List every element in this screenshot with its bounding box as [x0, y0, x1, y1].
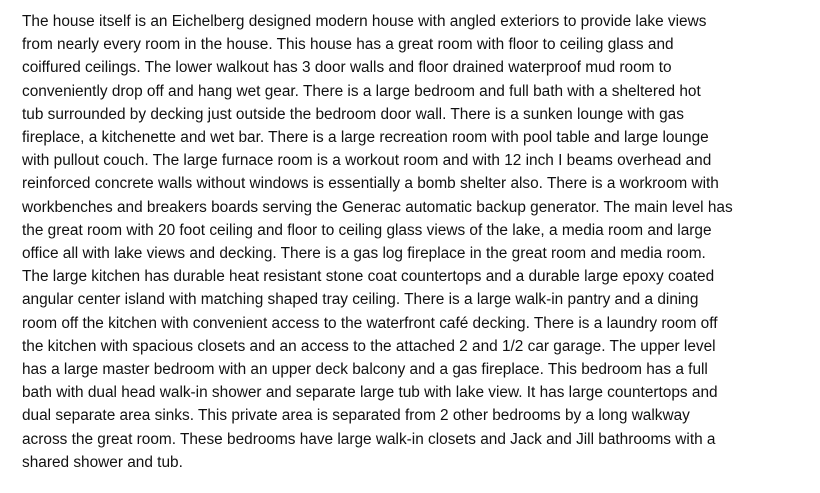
text-line: workbenches and breakers boards serving the Generac automatic backup generator. The main level has — [22, 198, 733, 216]
text-line: across the great room. These bedrooms have large walk-in closets and Jack and Jill bathrooms with a — [22, 430, 716, 448]
text-line: tub surrounded by decking just outside the bedroom door wall. There is a sunken lounge with gas — [22, 105, 684, 123]
text-line: The house itself is an Eichelberg designed modern house with angled exteriors to provide lake views — [22, 13, 707, 30]
text-line: the kitchen with spacious closets and an access to the attached 2 and 1/2 car garage. The upper level — [22, 337, 716, 355]
text-line: conveniently drop off and hang wet gear. There is a large bedroom and full bath with a sheltered hot — [22, 82, 701, 100]
text-line: The large kitchen has durable heat resistant stone coat countertops and a durable large epoxy coated — [22, 268, 715, 286]
document-body — [22, 10, 812, 474]
text-line: fireplace, a kitchenette and wet bar. There is a large recreation room with pool table and large lounge — [22, 129, 709, 147]
text-line: bath with dual head walk-in shower and separate large tub with lake view. It has large countertops and — [22, 384, 718, 402]
text-line: coiffured ceilings. The lower walkout has 3 door walls and floor drained waterproof mud room to — [22, 59, 672, 77]
text-line: dual separate area sinks. This private area is separated from 2 other bedrooms by a long walkway — [22, 407, 690, 425]
text-line: office all with lake views and decking. There is a gas log fireplace in the great room and media room. — [22, 245, 706, 263]
text-line: from nearly every room in the house. This house has a great room with floor to ceiling glass and — [22, 36, 674, 54]
text-line: reinforced concrete walls without windows is essentially a bomb shelter also. There is a workroom with — [22, 175, 719, 193]
text-line: has a large master bedroom with an upper deck balcony and a gas fireplace. This bedroom has a full — [22, 361, 708, 379]
text-line: angular center island with matching shaped tray ceiling. There is a large walk-in pantry and a dining — [22, 291, 699, 309]
text-line: shared shower and tub. — [22, 453, 183, 471]
text-line: the great room with 20 foot ceiling and floor to ceiling glass views of the lake, a media room and large — [22, 221, 712, 239]
text-line: room off the kitchen with convenient access to the waterfront café decking. There is a laundry room off — [22, 314, 718, 332]
text-line: with pullout couch. The large furnace room is a workout room and with 12 inch I beams overhead and — [22, 152, 712, 170]
